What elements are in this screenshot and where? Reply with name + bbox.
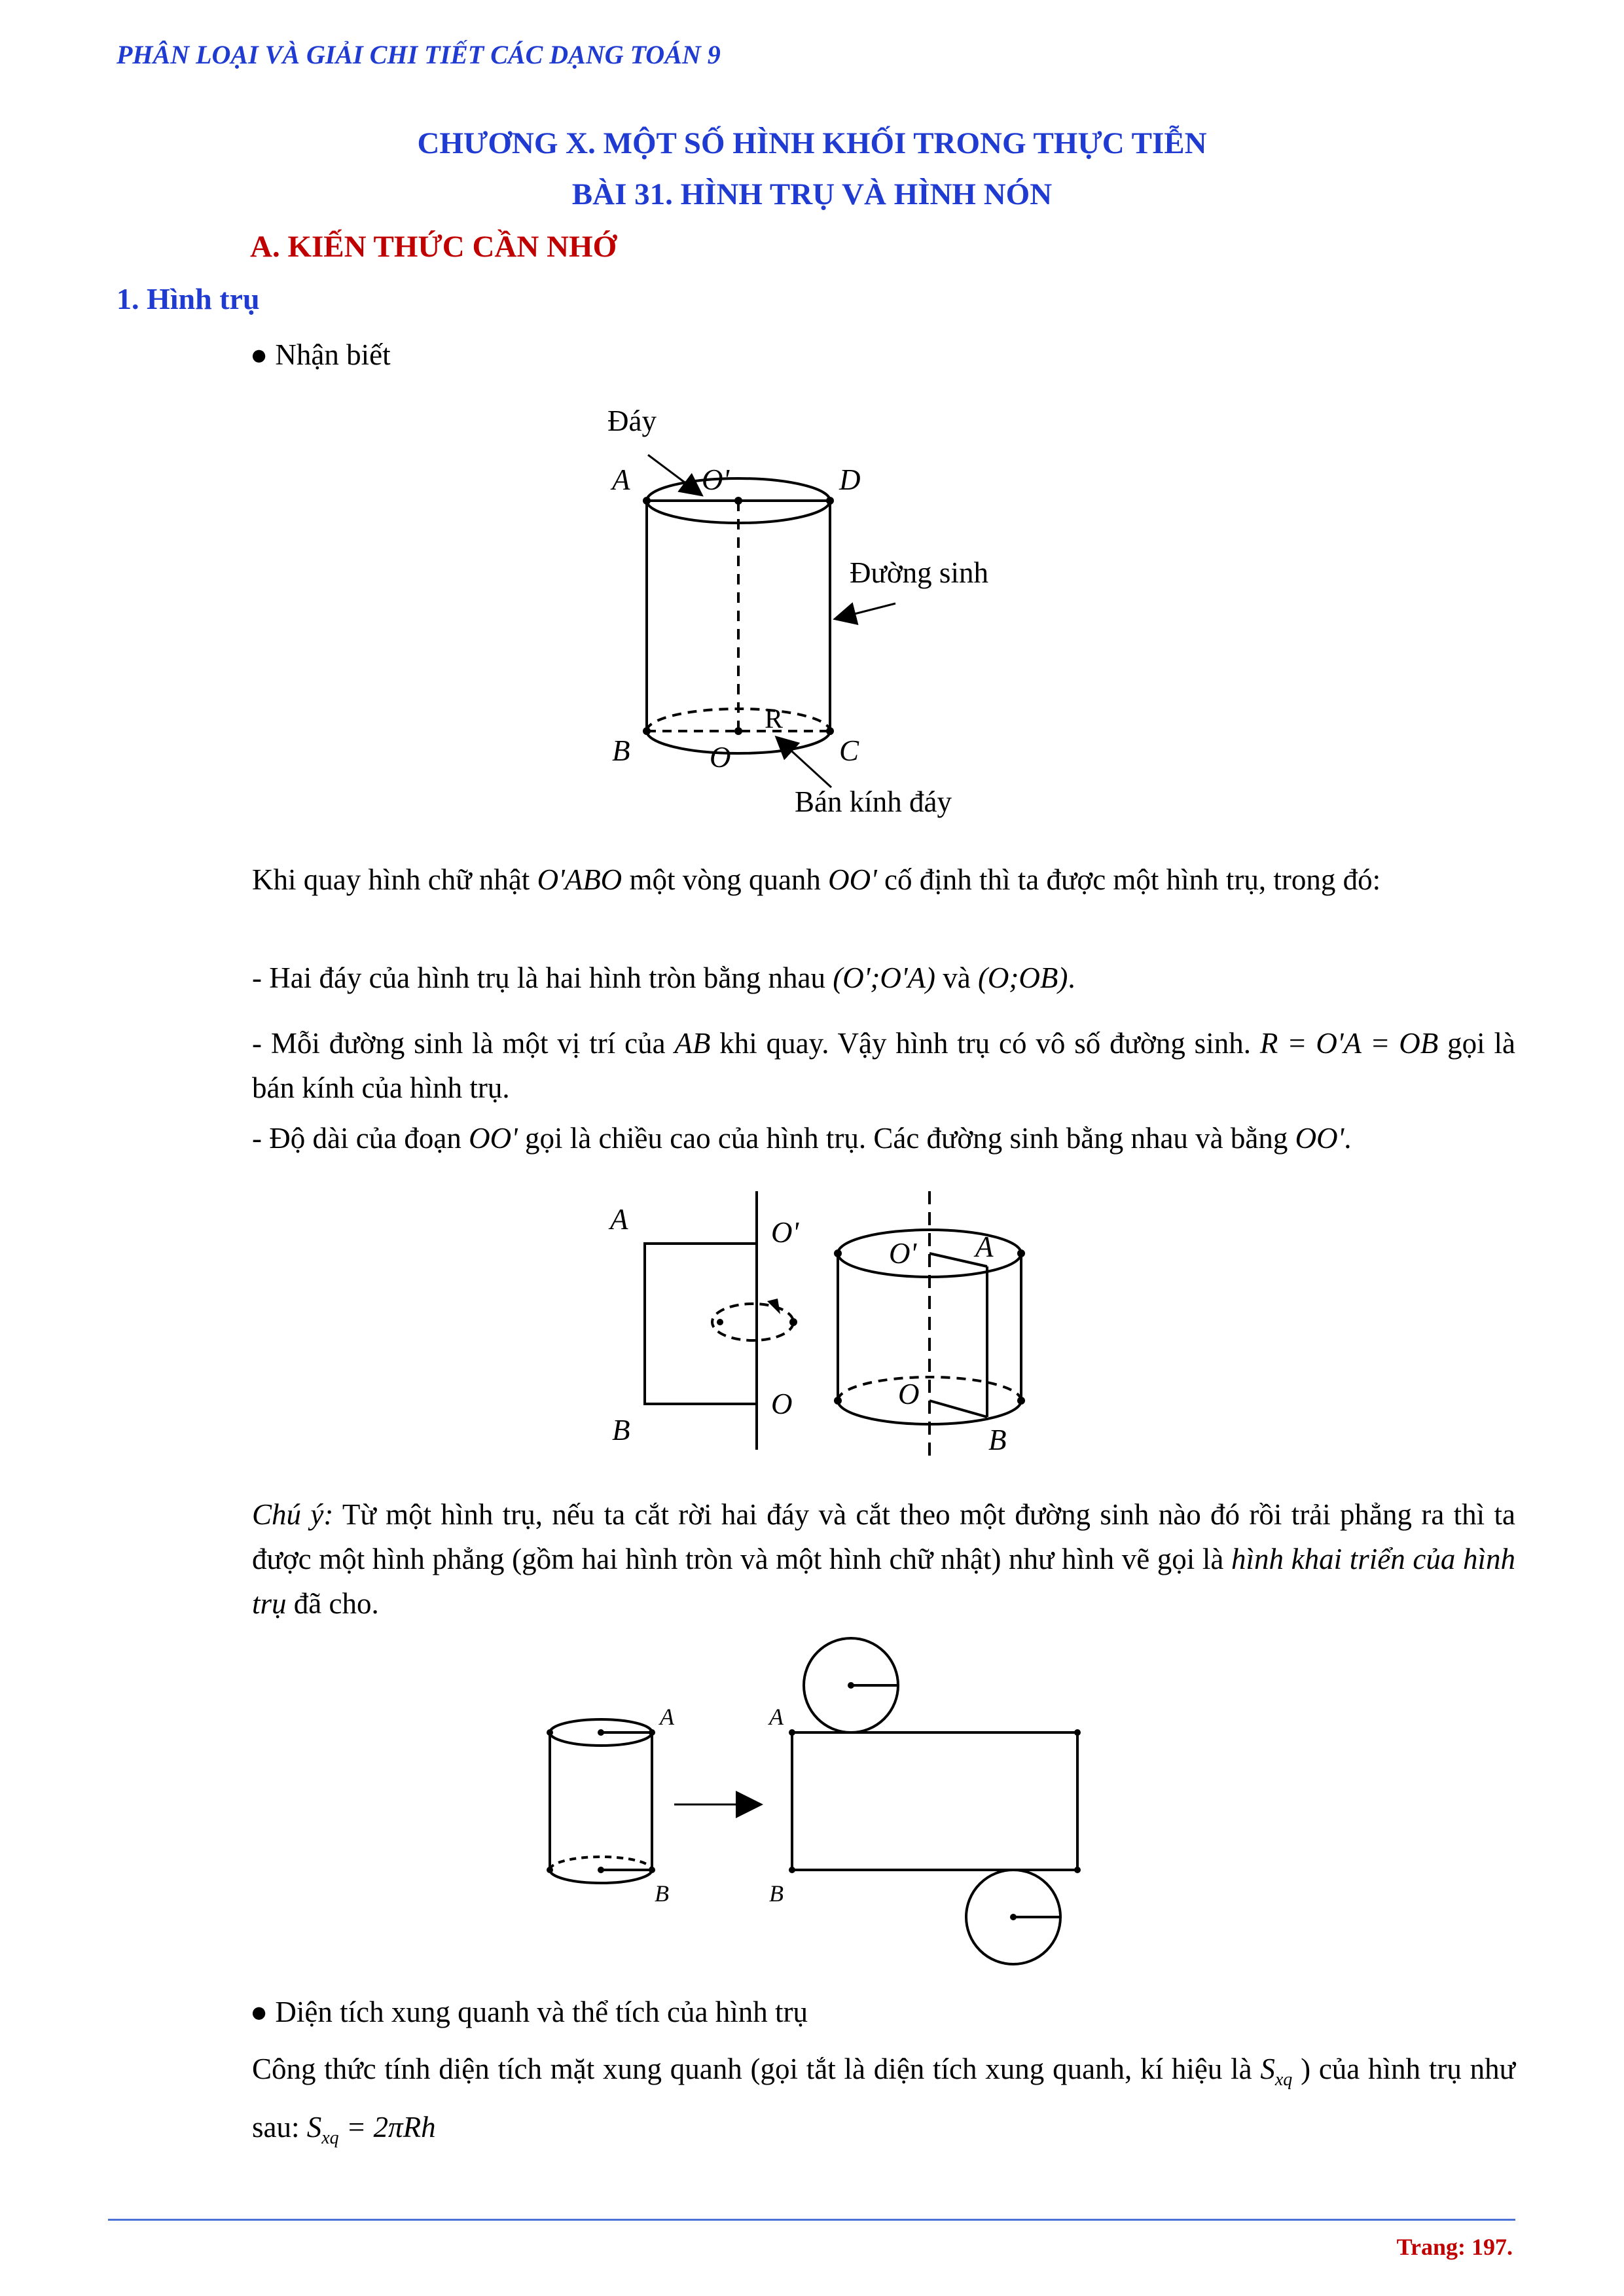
paragraph-note: Chú ý: Từ một hình trụ, nếu ta cắt rời hai đáy và cắt theo một đường sinh nào đó rồi trải phẳng ra thì ta được một hình phẳng (gồm hai hình tròn và một hình chữ nhật) như hình vẽ gọi là hình khai triển của hình trụ đã cho.: [252, 1498, 1515, 1620]
fig3-label-B: B: [655, 1880, 669, 1907]
fig2-label-O: O: [771, 1388, 793, 1420]
label-day: Đáy: [607, 404, 657, 437]
label-C: C: [839, 734, 859, 767]
label-ban-kinh-day: Bán kính đáy: [795, 785, 952, 818]
figure-cylinder: [0, 393, 1624, 838]
bullet-recognize: ● Nhận biết: [250, 338, 391, 371]
fig3-label-B-2: B: [769, 1880, 784, 1907]
fig2-label-A: A: [610, 1203, 628, 1236]
page-header: PHÂN LOẠI VÀ GIẢI CHI TIẾT CÁC DẠNG TOÁN 9: [117, 40, 721, 69]
fig2-label-O-2: O: [898, 1378, 920, 1410]
figure-rotation: [0, 1191, 1624, 1473]
fig3-label-A: A: [660, 1704, 674, 1730]
chapter-title: CHƯƠNG X. MỘT SỐ HÌNH KHỐI TRONG THỰC TIỄN: [417, 126, 1207, 160]
page-number: Trang: 197.: [1396, 2234, 1513, 2260]
label-B: B: [612, 734, 630, 767]
bullet-area-volume: ● Diện tích xung quanh và thể tích của hình trụ: [250, 1996, 808, 2028]
fig2-label-B-2: B: [988, 1424, 1007, 1456]
label-D: D: [839, 463, 861, 496]
paragraph-rotation: Khi quay hình chữ nhật O'ABO một vòng quanh OO' cố định thì ta được một hình trụ, trong đó:: [252, 863, 1381, 896]
fig2-label-A-2: A: [975, 1230, 994, 1263]
fig2-label-B: B: [612, 1414, 630, 1446]
paragraph-formula: Công thức tính diện tích mặt xung quanh (gọi tắt là diện tích xung quanh, kí hiệu là $S_{xq}$ ) của hình trụ như sau: $S_{xq} = 2\pi Rh$: [252, 2053, 1515, 2148]
paragraph-bases: - Hai đáy của hình trụ là hai hình tròn bằng nhau (O';O'A) và (O;OB).: [252, 961, 1075, 994]
paragraph-generatrix: - Mỗi đường sinh là một vị trí của AB khi quay. Vậy hình trụ có vô số đường sinh. R = O'A = OB gọi là bán kính của hình trụ.: [252, 1027, 1516, 1104]
label-duong-sinh: Đường sinh: [850, 556, 988, 589]
cylinder-shape: [647, 478, 830, 753]
footer-divider: [108, 2219, 1515, 2221]
fig3-label-A-2: A: [769, 1704, 784, 1730]
label-O-prime: O': [702, 463, 730, 496]
label-A: A: [612, 463, 630, 496]
paragraph-height: - Độ dài của đoạn OO' gọi là chiều cao của hình trụ. Các đường sinh bằng nhau và bằng OO'.: [252, 1122, 1352, 1155]
section-heading: A. KIẾN THỨC CẦN NHỚ: [250, 230, 617, 264]
label-R: R: [765, 704, 784, 734]
subsection-heading: 1. Hình trụ: [117, 282, 260, 315]
lesson-title: BÀI 31. HÌNH TRỤ VÀ HÌNH NÓN: [571, 177, 1053, 211]
label-O: O: [710, 741, 731, 774]
fig2-label-O-prime: O': [771, 1216, 799, 1249]
figure-cylinder-net: [0, 1626, 1624, 1993]
fig2-label-O-prime-2: O': [889, 1237, 917, 1270]
